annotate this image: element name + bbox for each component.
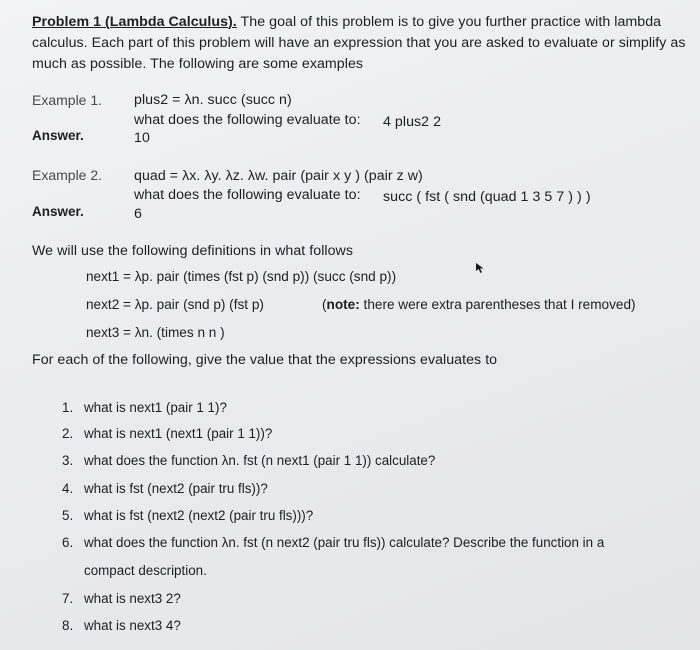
question-text: what is next1 (pair 1 1)?	[84, 400, 227, 415]
question-text: what is next3 4?	[84, 618, 181, 633]
question-text: compact description.	[84, 563, 207, 578]
question-text: what is fst (next2 (pair tru fls))?	[84, 481, 268, 496]
question-number: 7.	[62, 591, 74, 606]
example-1-answer: 10	[134, 130, 150, 146]
definition-next3: next3 = λn. (times n n )	[86, 325, 225, 340]
cursor-arrow-icon	[475, 262, 485, 274]
question-number: 1.	[62, 400, 74, 415]
intro-text-1: The goal of this problem is to give you further practice with lambda	[236, 14, 662, 30]
problem-intro-line-1	[32, 14, 661, 30]
example-1-expression: plus2 = λn. succ (succ n)	[134, 92, 292, 108]
question-number: 2.	[62, 426, 74, 441]
question-3	[62, 453, 435, 468]
note-label: note:	[326, 297, 360, 312]
example-1-answer-label: Answer.	[32, 128, 84, 143]
example-1-label: Example 1.	[32, 92, 103, 108]
definition-note	[322, 297, 636, 312]
instructions: For each of the following, give the value that the expressions evaluates to	[32, 352, 498, 368]
problem-intro-line-2: calculus. Each part of this problem will have an expression that you are asked to evaluate or simplify as	[32, 35, 686, 51]
question-number: 8.	[62, 618, 74, 633]
question-2	[62, 426, 272, 441]
question-text: what is next1 (next1 (pair 1 1))?	[84, 426, 273, 441]
example-2-label: Example 2.	[32, 167, 103, 183]
definitions-intro: We will use the following definitions in what follows	[32, 243, 353, 259]
question-number: 5.	[62, 508, 74, 523]
question-text: what is next3 2?	[84, 591, 181, 606]
question-text: what does the function λn. fst (n next2 (pair tru fls)) calculate? Describe the function in a	[84, 535, 605, 550]
example-2-answer: 6	[134, 206, 142, 222]
question-1	[62, 400, 227, 415]
question-5	[62, 508, 313, 523]
example-1-question: what does the following evaluate to:	[134, 112, 361, 128]
definition-next1: next1 = λp. pair (times (fst p) (snd p)) (succ (snd p))	[86, 269, 397, 284]
question-number: 4.	[62, 481, 74, 496]
question-4	[62, 481, 268, 496]
question-6-continuation	[62, 563, 207, 578]
example-2-answer-label: Answer.	[32, 204, 84, 219]
question-6	[62, 535, 604, 550]
example-2-expression: quad = λx. λy. λz. λw. pair (pair x y ) (pair z w)	[134, 168, 423, 184]
definition-next2: next2 = λp. pair (snd p) (fst p)	[86, 297, 264, 312]
question-text: what is fst (next2 (next2 (pair tru fls)))?	[84, 508, 314, 523]
problem-title: Problem 1 (Lambda Calculus).	[32, 14, 237, 30]
question-7	[62, 591, 181, 606]
question-number: 3.	[62, 453, 74, 468]
question-text: what does the function λn. fst (n next1 (pair 1 1)) calculate?	[84, 453, 436, 468]
example-2-target: succ ( fst ( snd (quad 1 3 5 7 ) ) )	[383, 189, 591, 205]
problem-intro-line-3: much as possible. The following are some examples	[32, 56, 364, 72]
question-number: 6.	[62, 535, 74, 550]
note-text: there were extra parentheses that I removed)	[359, 297, 636, 312]
question-8	[62, 618, 181, 633]
example-1-target: 4 plus2 2	[383, 114, 442, 130]
note-open-paren: (	[322, 297, 327, 312]
example-2-question: what does the following evaluate to:	[134, 187, 361, 203]
